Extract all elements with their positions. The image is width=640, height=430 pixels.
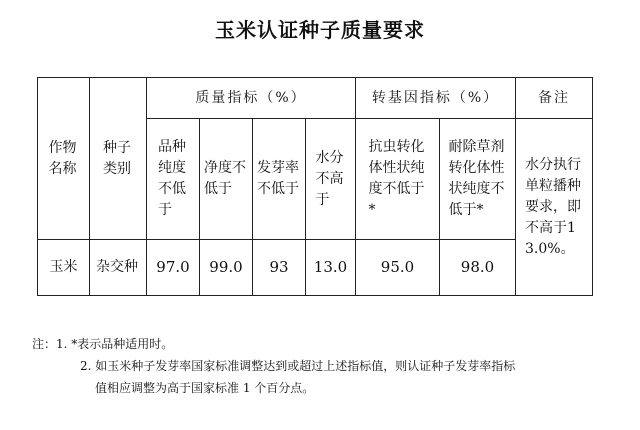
header-germination-cell — [253, 119, 306, 240]
herbicide-tolerance-value: 98.0 — [460, 258, 495, 276]
footnote-2 — [32, 355, 592, 377]
page-title: 玉米认证种子质量要求 — [215, 18, 425, 42]
footnote-2-line-2: 值相应调整为高于国家标准 1 个百分点。 — [95, 381, 315, 395]
header-cleanliness: 净度不低于 — [204, 160, 246, 197]
header-quality-group: 质量指标（%） — [195, 89, 307, 106]
crop-cell — [38, 240, 90, 296]
footnote-2-continued — [32, 377, 592, 399]
moisture-value: 13.0 — [313, 258, 348, 276]
header-herbicide-tolerance: 耐除草剂转化体性状纯度不低于* — [448, 139, 505, 218]
header-row-groups — [38, 78, 593, 119]
cleanliness-value: 99.0 — [209, 258, 243, 276]
header-crop: 作物名称 — [48, 139, 77, 177]
germination-cell — [253, 240, 306, 296]
header-cleanliness-cell — [200, 119, 253, 240]
remarks-cell — [516, 119, 593, 296]
footnote-1 — [32, 333, 592, 355]
header-insect-resistance: 抗虫转化体性状纯度不低于* — [368, 139, 425, 218]
header-remarks: 备注 — [538, 89, 570, 106]
header-transgenic-group: 转基因指标（%） — [371, 89, 500, 106]
insect-resistance-value: 95.0 — [380, 258, 415, 276]
remarks-text: 水分执行单粒播种要求，即不高于13.0%。 — [525, 156, 581, 257]
insect-cell — [356, 240, 440, 296]
footnote-prefix: 注： — [32, 337, 57, 351]
moisture-cell — [306, 240, 356, 296]
header-transgenic-group-cell — [356, 78, 516, 119]
header-category: 种子类别 — [103, 139, 131, 177]
cleanliness-cell — [200, 240, 253, 296]
category-cell — [90, 240, 147, 296]
quality-requirements-table — [37, 77, 593, 296]
footnote-2-line-1: 2. 如玉米种子发芽率国家标准调整达到或超过上述指标值，则认证种子发芽率指标 — [80, 359, 516, 373]
footnote-1-text: 1. *表示品种适用时。 — [56, 337, 174, 351]
header-moisture: 水分不高于 — [315, 149, 344, 208]
header-germination: 发芽率不低于 — [257, 160, 299, 197]
header-moisture-cell — [306, 119, 356, 240]
header-category-cell — [90, 78, 147, 240]
header-crop-cell — [38, 78, 90, 240]
header-purity: 品种纯度不低于 — [158, 139, 186, 218]
purity-cell — [147, 240, 200, 296]
header-quality-group-cell — [147, 78, 356, 119]
herbicide-cell — [440, 240, 516, 296]
germination-value: 93 — [269, 258, 289, 276]
header-herbicide-cell — [440, 119, 516, 240]
footnotes — [32, 333, 592, 399]
header-remarks-cell — [516, 78, 593, 119]
category-value: 杂交种 — [96, 259, 138, 275]
table-row — [38, 240, 593, 296]
header-insect-cell — [356, 119, 440, 240]
purity-value: 97.0 — [156, 258, 190, 276]
header-purity-cell — [147, 119, 200, 240]
crop-value: 玉米 — [49, 259, 78, 275]
